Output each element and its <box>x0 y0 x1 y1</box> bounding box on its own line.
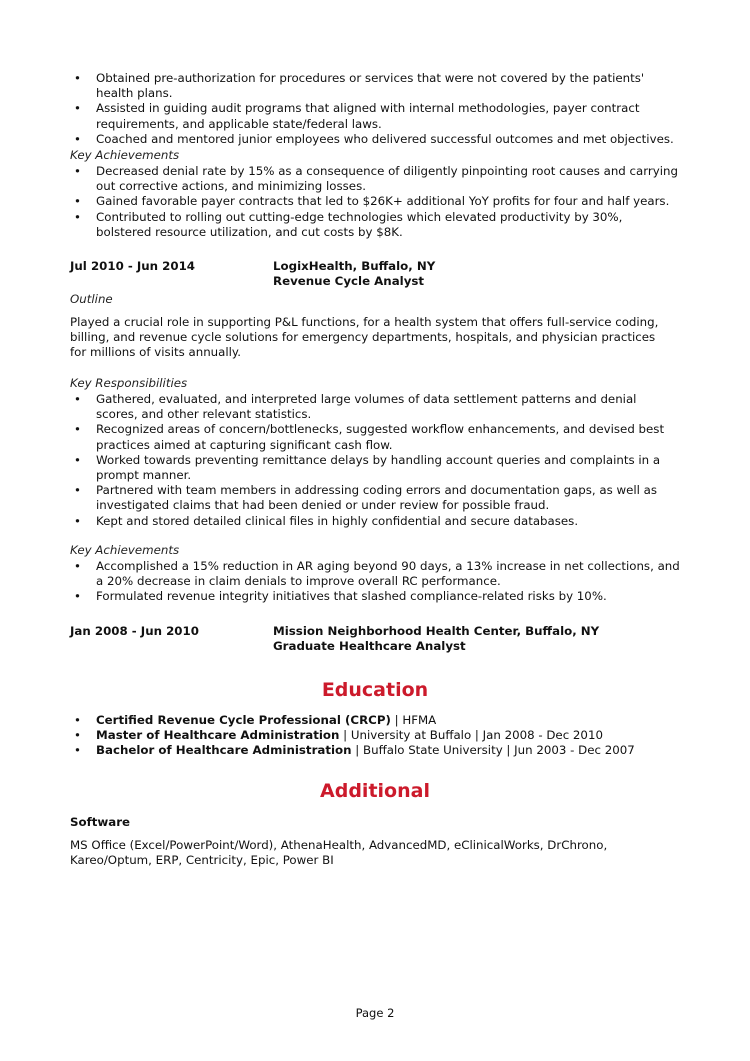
prev-responsibilities-list <box>70 71 680 147</box>
prev-achievements-list <box>70 164 680 240</box>
degree-name: Master of Healthcare Administration <box>96 728 340 743</box>
resume-page-2 <box>70 0 680 1061</box>
list-item: • Coached and mentored junior employees who delivered successful outcomes and met objectives. <box>70 132 680 147</box>
degree-detail: | Buffalo State University | Jun 2003 - Dec 2007 <box>351 743 635 758</box>
job-header <box>70 259 680 289</box>
page-number: Page 2 <box>355 1006 395 1020</box>
job-title: Graduate Healthcare Analyst <box>273 639 466 654</box>
responsibilities-list <box>70 392 680 529</box>
list-item <box>70 728 680 743</box>
education-list <box>70 713 680 759</box>
list-item: • Gathered, evaluated, and interpreted large volumes of data settlement patterns and denial scores, and other relevant statistics. <box>70 392 680 422</box>
achievements-list <box>70 559 680 605</box>
list-item <box>70 713 680 728</box>
software-label: Software <box>70 815 131 829</box>
education-heading: Education <box>321 679 429 701</box>
job-header <box>70 624 680 654</box>
job-company: Mission Neighborhood Health Center, Buffalo, NY <box>273 624 600 638</box>
list-item: • Contributed to rolling out cutting-edge technologies which elevated productivity by 30%, bolstered resource utilization, and cut costs by $8K. <box>70 210 680 240</box>
degree-detail: | University at Buffalo | Jan 2008 - Dec 2010 <box>339 728 603 743</box>
list-item: • Assisted in guiding audit programs that aligned with internal methodologies, payer contract requirements, and applicable state/federal laws. <box>70 101 680 131</box>
job-title: Revenue Cycle Analyst <box>273 274 425 289</box>
list-item: • Accomplished a 15% reduction in AR aging beyond 90 days, a 13% increase in net collections, and a 20% decrease in claim denials to improve overall RC performance. <box>70 559 680 589</box>
additional-heading: Additional <box>320 780 430 802</box>
job-dates: Jul 2010 - Jun 2014 <box>70 259 196 273</box>
degree-name: Bachelor of Healthcare Administration <box>96 743 352 758</box>
outline-text: Played a crucial role in supporting P&L functions, for a health system that offers full-service coding, billing, and revenue cycle solutions for emergency departments, hospitals, and physician practices for millions of visits annually. <box>70 315 659 360</box>
list-item <box>70 743 680 758</box>
list-item: • Partnered with team members in addressing coding errors and documentation gaps, as well as investigated claims that had been denied or under review for possible fraud. <box>70 483 680 513</box>
responsibilities-label: Key Responsibilities <box>70 376 188 390</box>
list-item: • Worked towards preventing remittance delays by handling account queries and complaints in a prompt manner. <box>70 453 680 483</box>
software-text: MS Office (Excel/PowerPoint/Word), AthenaHealth, AdvancedMD, eClinicalWorks, DrChrono, Kareo/Optum, ERP, Centricity, Epic, Power BI <box>70 838 608 868</box>
list-item: • Kept and stored detailed clinical files in highly confidential and secure databases. <box>70 514 680 529</box>
prev-achievements-label: Key Achievements <box>70 148 180 162</box>
degree-name: Certified Revenue Cycle Professional (CRCP) <box>96 713 391 727</box>
list-item: • Obtained pre-authorization for procedures or services that were not covered by the patients' health plans. <box>70 71 680 101</box>
list-item: • Recognized areas of concern/bottlenecks, suggested workflow enhancements, and devised best practices aimed at capturing significant cash flow. <box>70 422 680 452</box>
list-item: • Decreased denial rate by 15% as a consequence of diligently pinpointing root causes and carrying out corrective actions, and minimizing losses. <box>70 164 680 194</box>
job-company: LogixHealth, Buffalo, NY <box>273 259 436 273</box>
outline-label: Outline <box>70 292 113 306</box>
achievements-label: Key Achievements <box>70 543 180 557</box>
job-dates: Jan 2008 - Jun 2010 <box>70 624 199 638</box>
degree-detail: | HFMA <box>390 713 437 727</box>
list-item: • Formulated revenue integrity initiatives that slashed compliance-related risks by 10%. <box>70 589 680 604</box>
list-item: • Gained favorable payer contracts that led to $26K+ additional YoY profits for four and half years. <box>70 194 680 209</box>
